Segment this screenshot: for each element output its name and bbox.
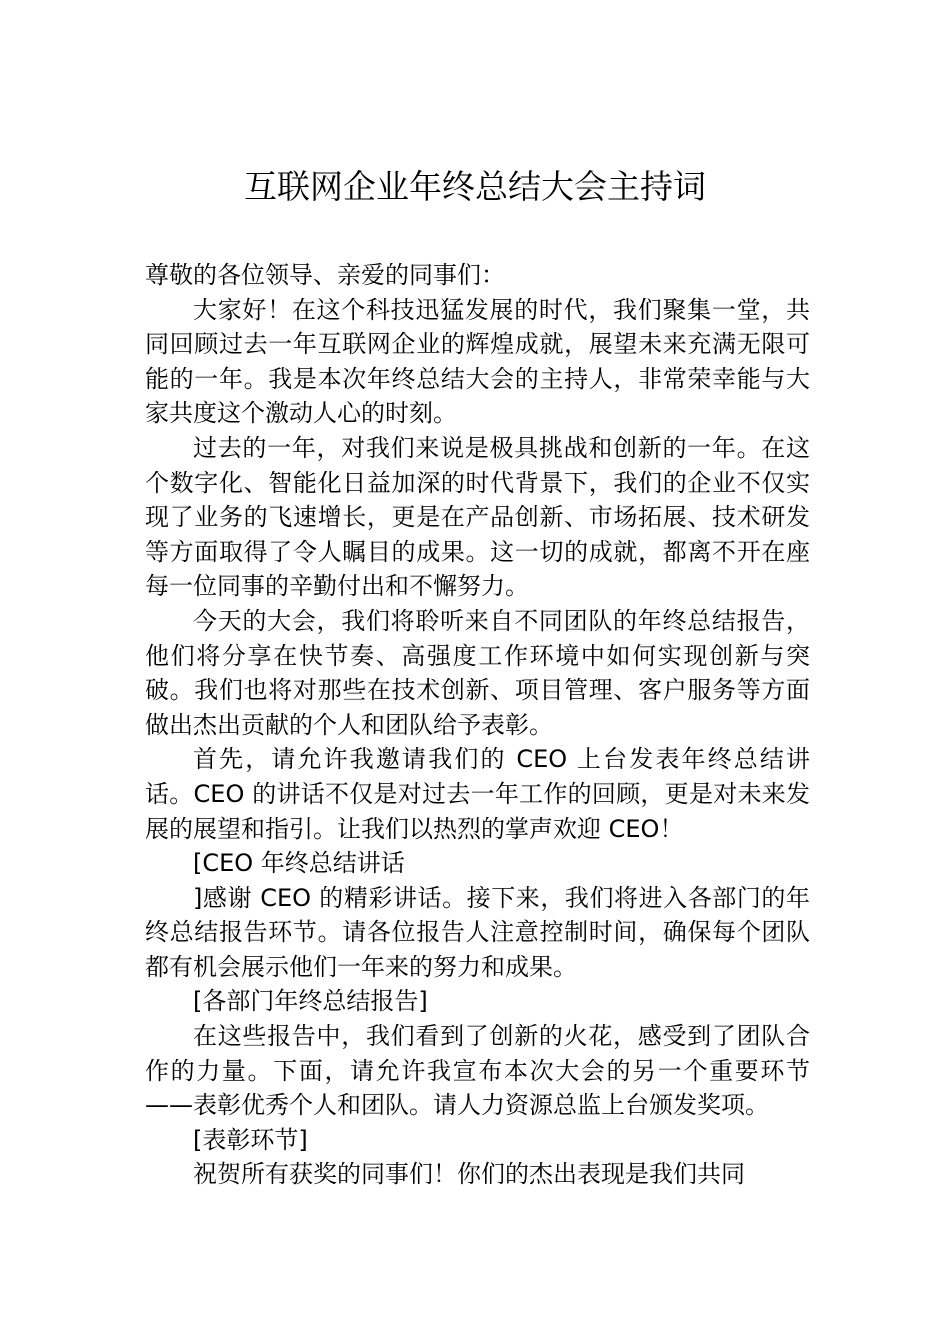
stage-note-awards: [表彰环节] <box>193 1125 308 1154</box>
document-title: 互联网企业年终总结大会主持词 <box>244 167 706 206</box>
stage-note-ceo-speech: [CEO 年终总结讲话 <box>193 849 405 878</box>
salutation: 尊敬的各位领导、亲爱的同事们： <box>145 261 505 289</box>
paragraph-thanks-ceo: ]感谢 CEO 的精彩讲话。接下来，我们将进入各部门的年终总结报告环节。请各位报告人注意控制时间，确保每个团队都有机会展示他们一年来的努力和成果。 <box>145 883 810 981</box>
paragraph-awards-intro: 在这些报告中，我们看到了创新的火花，感受到了团队合作的力量。下面，请允许我宣布本次大会的另一个重要环节——表彰优秀个人和团队。请人力资源总监上台颁发奖项。 <box>145 1022 810 1120</box>
paragraph-greeting: 大家好！在这个科技迅猛发展的时代，我们聚集一堂，共同回顾过去一年互联网企业的辉煌成就，展望未来充满无限可能的一年。我是本次年终总结大会的主持人，非常荣幸能与大家共度这个激动人心的时刻。 <box>145 295 810 428</box>
document-body <box>145 258 810 1192</box>
paragraph-ceo-invite: 首先，请允许我邀请我们的 CEO 上台发表年终总结讲话。CEO 的讲话不仅是对过去一年工作的回顾，更是对未来发展的展望和指引。让我们以热烈的掌声欢迎 CEO！ <box>145 745 810 843</box>
paragraph-congratulations: 祝贺所有获奖的同事们！你们的杰出表现是我们共同 <box>193 1160 745 1189</box>
paragraph-today: 今天的大会，我们将聆听来自不同团队的年终总结报告，他们将分享在快节奏、高强度工作环境中如何实现创新与突破。我们也将对那些在技术创新、项目管理、客户服务等方面做出杰出贡献的个人和团队给予表彰。 <box>145 606 810 739</box>
paragraph-past-year: 过去的一年，对我们来说是极具挑战和创新的一年。在这个数字化、智能化日益加深的时代背景下，我们的企业不仅实现了业务的飞速增长，更是在产品创新、市场拓展、技术研发等方面取得了令人瞩目的成果。这一切的成就，都离不开在座每一位同事的辛勤付出和不懈努力。 <box>145 433 810 601</box>
stage-note-department-reports: [各部门年终总结报告] <box>193 987 428 1016</box>
